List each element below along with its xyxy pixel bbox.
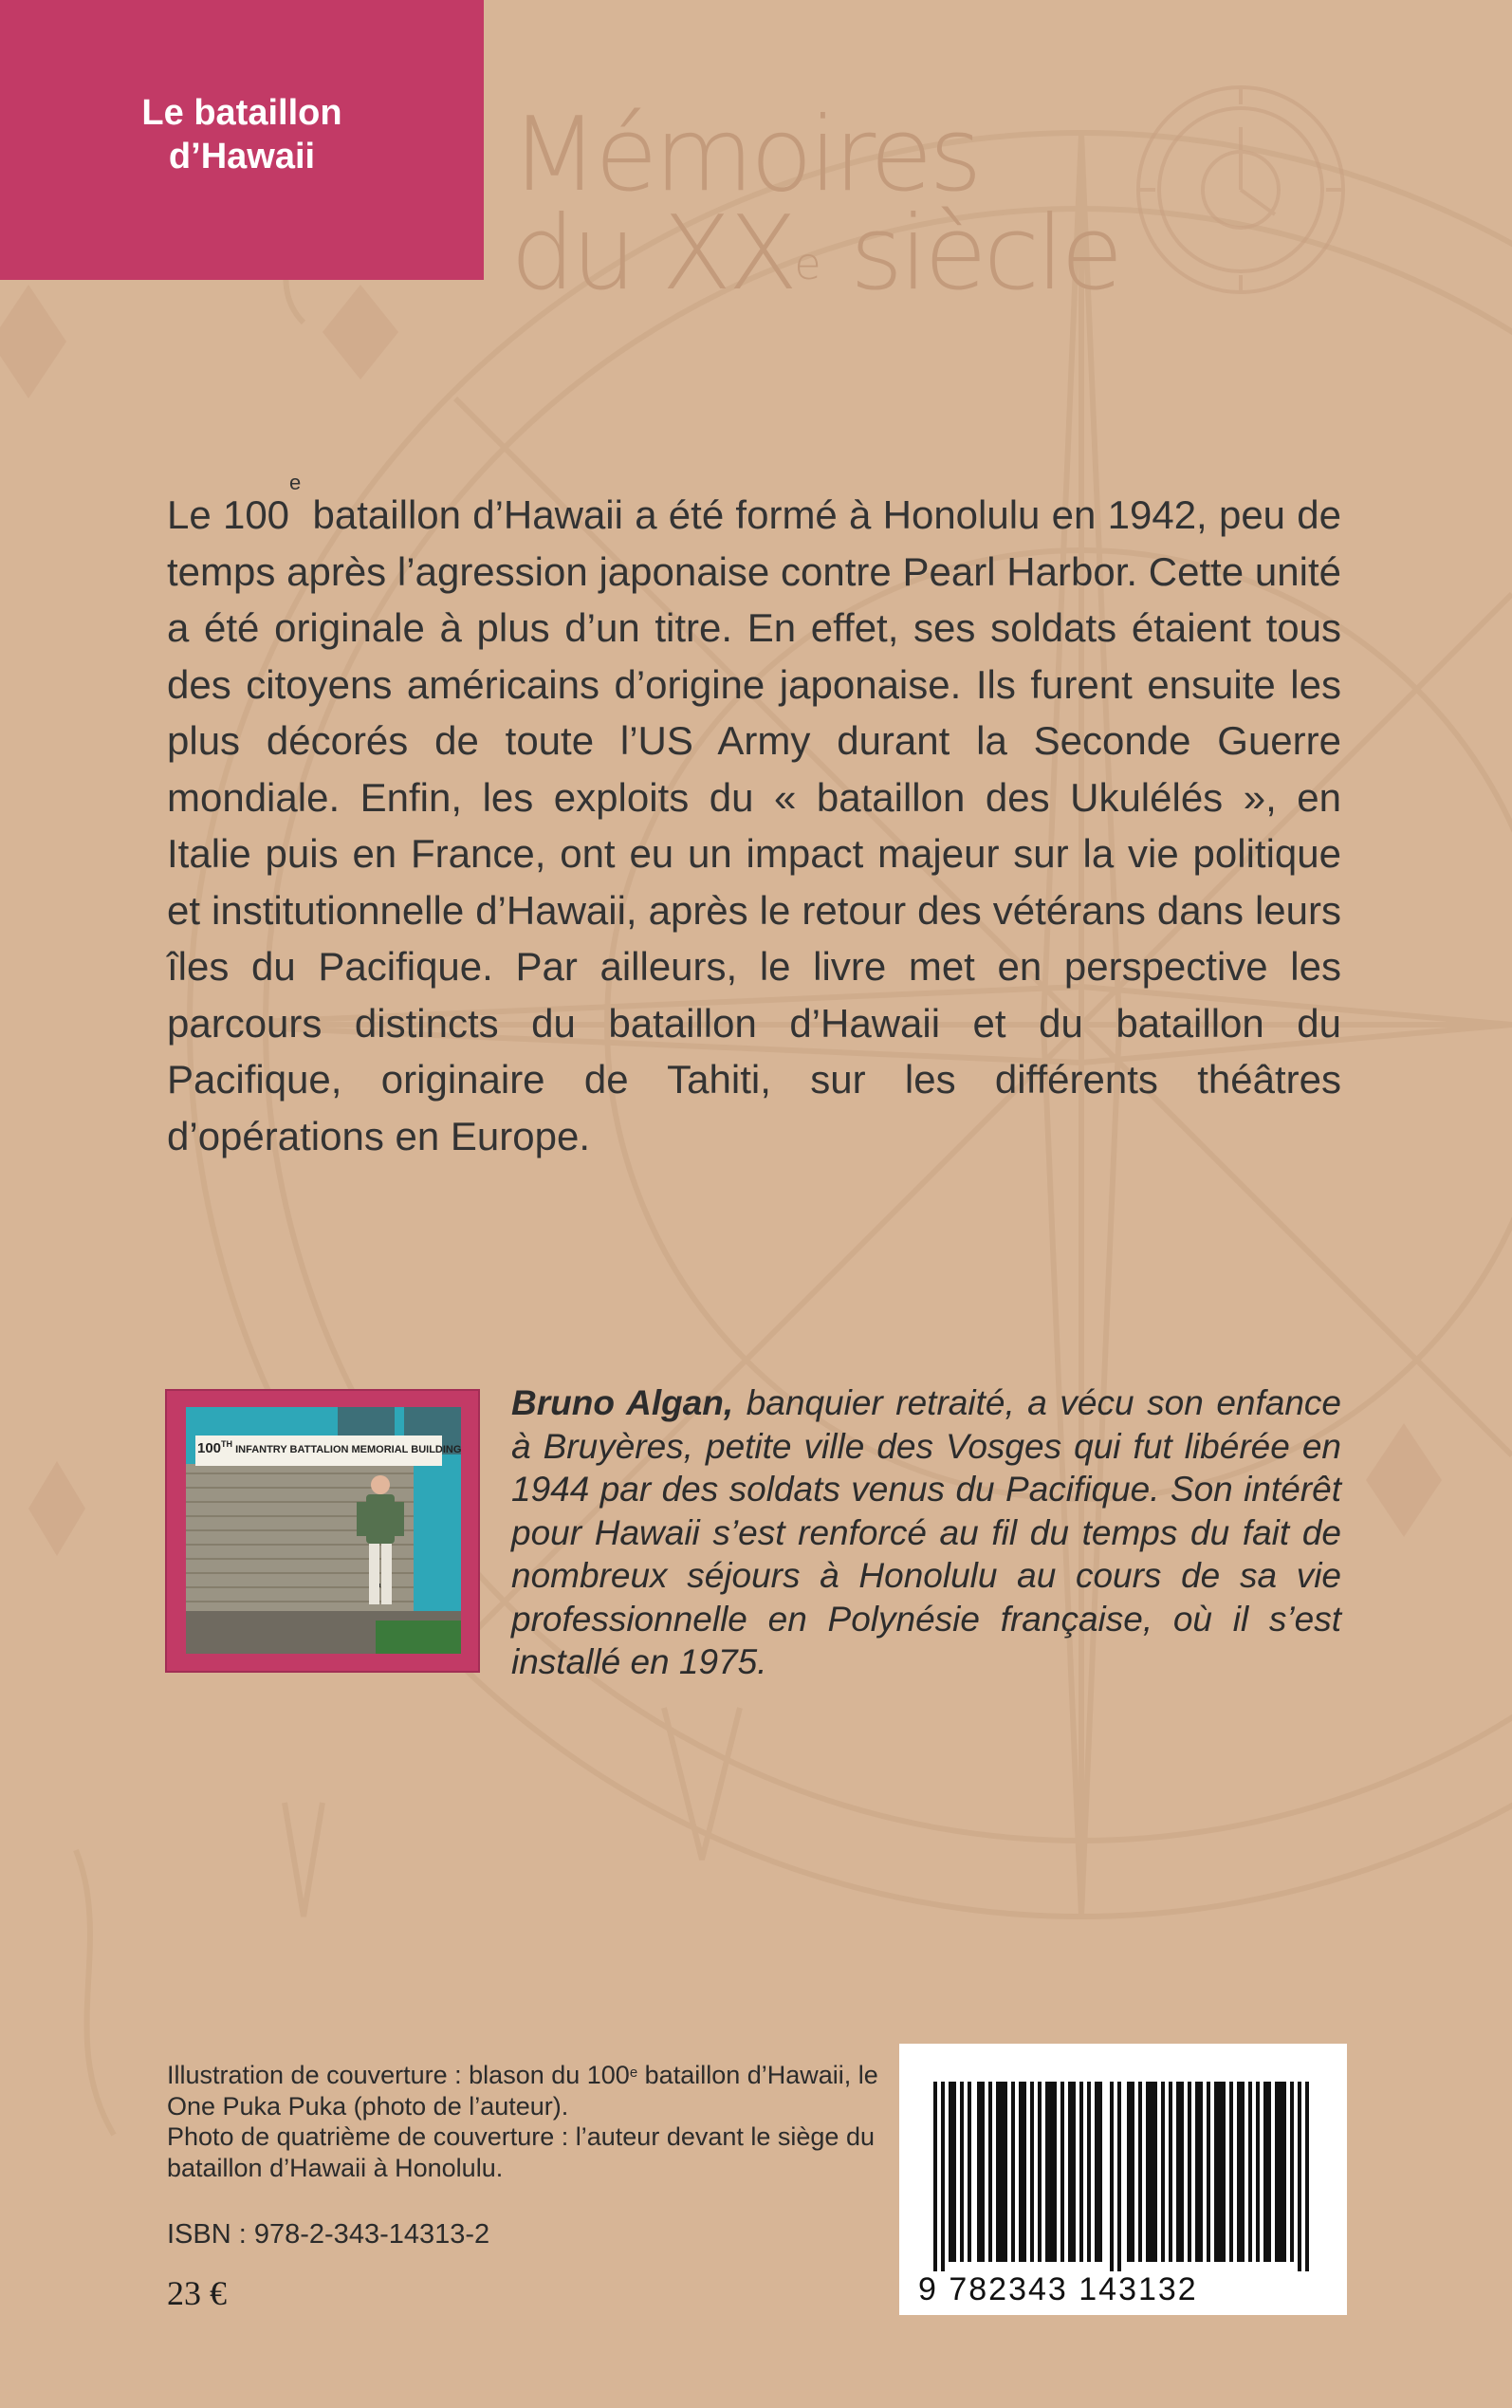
summary-rest: bataillon d’Hawaii a été formé à Honolulu en 1942, peu de temps après l’agression japonaise contre Pearl Harbor. Cette unité a été originale à plus d’un titre. En effet, ses soldats étaient tous des citoyens américains d’origine japonaise. Ils furent ensuite les plus décorés de toute l’US Army durant la Seconde Guerre mondiale. Enfin, les exploits du « bataillon des Ukulélés », en Italie puis en France, ont eu un impact majeur sur la vie politique et institutionnelle d’Hawaii, après le retour des vétérans dans leurs îles du Pacifique. Par ailleurs, le livre met en perspective les parcours distincts du bataillon d’Hawaii et du bataillon du Pacifique, originaire de Tahiti, sur les différents théâtres d’opérations en Europe. xyxy=(167,492,1341,1158)
price: 23 € xyxy=(167,2274,227,2312)
cover-credits xyxy=(167,2060,888,2183)
author-name: Bruno Algan, xyxy=(511,1383,734,1422)
sign-words: INFANTRY BATTALION MEMORIAL BUILDING xyxy=(232,1444,461,1455)
author-photo-frame xyxy=(167,1391,478,1671)
summary-start: Le 100 xyxy=(167,492,290,537)
isbn: ISBN : 978-2-343-14313-2 xyxy=(167,2219,490,2250)
series-title-line-1: Mémoires xyxy=(510,96,979,214)
book-summary xyxy=(167,471,1341,1164)
credits-superscript: e xyxy=(629,2065,638,2081)
series-title xyxy=(510,96,1120,313)
series-line-2-prefix: du XX xyxy=(510,194,795,313)
credits-photo: Photo de quatrième de couverture : l’auteur devant le siège du bataillon d’Hawaii à Honolulu. xyxy=(167,2122,875,2182)
book-title-line-1: Le bataillon xyxy=(141,93,342,133)
barcode-icon xyxy=(933,2082,1313,2271)
book-title-line-2: d’Hawaii xyxy=(168,137,316,176)
credits-line-1-rest: bataillon d’Hawaii, le One Puka Puka (photo de l’auteur). xyxy=(167,2061,878,2121)
author-bio xyxy=(511,1381,1341,1684)
summary-superscript: e xyxy=(289,471,302,494)
clock-emblem-icon xyxy=(1138,87,1343,292)
series-century-superscript: e xyxy=(794,238,821,289)
barcode-panel xyxy=(899,2044,1347,2315)
bio-paragraph xyxy=(511,1381,1341,1684)
bio-text: banquier retraité, a vécu son enfance à Bruyères, petite ville des Vosges qui fut libérée en 1944 par des soldats venus du Pacifique. Son intérêt pour Hawaii s’est renforcé au fil du temps du fait de nombreux séjours à Honolulu au cours de sa vie professionnelle en Polynésie française, où il s’est installé en 1975. xyxy=(511,1383,1341,1681)
summary-paragraph xyxy=(167,471,1341,1164)
author-photo xyxy=(186,1407,461,1654)
series-title-line-2 xyxy=(510,194,1120,313)
memorial-sign-text xyxy=(197,1439,461,1456)
series-line-2-suffix: siècle xyxy=(821,194,1120,313)
credits-line-1-start: Illustration de couverture : blason du 100 xyxy=(167,2061,630,2089)
credits-illustration xyxy=(167,2060,888,2121)
barcode-digits: 9 782343 143132 xyxy=(918,2271,1198,2307)
title-tag xyxy=(0,0,484,280)
sign-superscript: TH xyxy=(221,1439,233,1449)
sign-number: 100 xyxy=(197,1440,222,1456)
